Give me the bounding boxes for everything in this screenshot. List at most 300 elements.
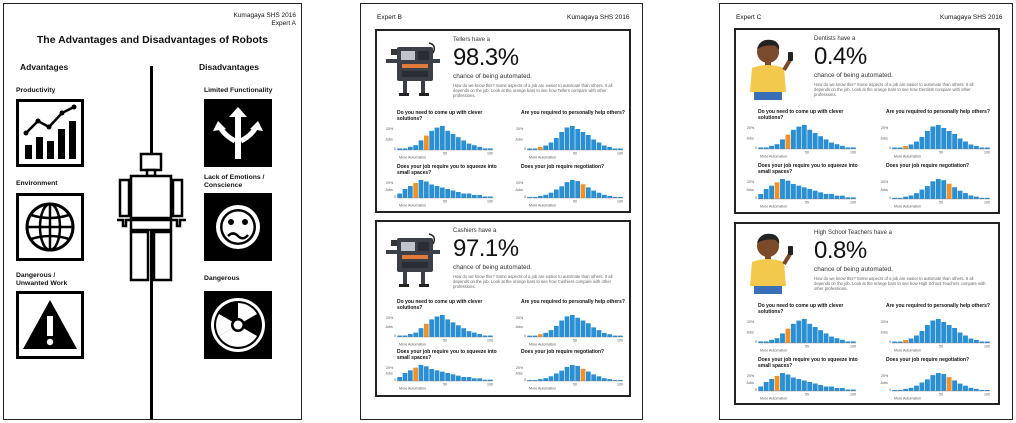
automation-percent: 97.1% bbox=[453, 235, 519, 262]
x-tick-label: 50 bbox=[805, 344, 809, 349]
histogram-squeeze bbox=[385, 364, 495, 391]
histogram-bar bbox=[979, 342, 984, 344]
histogram-bar bbox=[802, 125, 807, 149]
expert-label: Expert A bbox=[271, 20, 296, 27]
globe-icon bbox=[16, 193, 84, 261]
histogram-bar bbox=[802, 381, 807, 392]
x-tick-label: 100 bbox=[617, 151, 623, 156]
histogram-svg bbox=[880, 372, 992, 401]
x-tick-label: 50 bbox=[805, 150, 809, 155]
histogram-bar bbox=[952, 134, 957, 149]
histogram-svg bbox=[746, 318, 858, 353]
y-axis-title: Jobs bbox=[880, 136, 888, 141]
histogram-bar bbox=[807, 382, 812, 391]
histogram-bar bbox=[829, 194, 834, 199]
histogram-bar bbox=[538, 196, 543, 198]
x-tick-label: 100 bbox=[487, 382, 493, 387]
y-tick-label: 0 bbox=[394, 195, 396, 199]
histogram-bar bbox=[538, 379, 543, 381]
histogram-bar bbox=[543, 195, 548, 198]
histogram-bar bbox=[829, 387, 834, 392]
x-axis-caption: More Automation bbox=[529, 386, 557, 391]
histogram-bar bbox=[941, 180, 946, 199]
histogram-help bbox=[515, 125, 625, 160]
disadvantages-heading: Disadvantages bbox=[199, 62, 259, 72]
histogram-bar bbox=[963, 193, 968, 199]
histogram-bar bbox=[903, 197, 908, 199]
histogram-bar bbox=[802, 187, 807, 199]
histogram-svg bbox=[515, 125, 625, 160]
histogram-clever bbox=[385, 125, 495, 160]
histogram-bar bbox=[477, 334, 482, 337]
histogram-svg bbox=[880, 318, 992, 353]
y-tick-label: 20% bbox=[747, 374, 755, 378]
histogram-bar bbox=[769, 340, 774, 343]
histogram-bar bbox=[898, 148, 903, 150]
histogram-bar bbox=[764, 189, 769, 199]
y-axis-title: Jobs bbox=[746, 188, 754, 192]
histogram-bar bbox=[607, 147, 612, 150]
histogram-bar bbox=[818, 136, 823, 149]
histogram-bar bbox=[813, 133, 818, 149]
y-tick-label: 0 bbox=[755, 196, 757, 200]
histogram-bar bbox=[408, 147, 413, 150]
histogram-bar bbox=[920, 331, 925, 343]
automation-card-teachers bbox=[734, 222, 1000, 405]
x-tick-label: 50 bbox=[443, 151, 447, 156]
histogram-bar bbox=[570, 315, 575, 337]
histogram-bar bbox=[796, 186, 801, 199]
histogram-bar bbox=[424, 366, 429, 381]
x-axis-caption: More Automation bbox=[399, 155, 427, 160]
x-axis-caption: More Automation bbox=[529, 203, 557, 208]
y-tick-label: 0 bbox=[889, 340, 891, 344]
histogram-bar bbox=[591, 191, 596, 198]
question-help: Are you required to personally help others? bbox=[886, 109, 990, 115]
x-tick-label: 50 bbox=[939, 392, 943, 397]
y-tick-label: 20% bbox=[747, 320, 755, 324]
histogram-clever bbox=[746, 318, 858, 353]
histogram-bar bbox=[597, 143, 602, 151]
histogram-bar bbox=[467, 194, 472, 199]
histogram-bar bbox=[429, 131, 434, 150]
histogram-bar bbox=[851, 197, 856, 199]
histogram-bar bbox=[936, 319, 941, 343]
y-axis-title: Jobs bbox=[385, 187, 393, 192]
highlight-bar bbox=[581, 369, 586, 381]
highlight-bar bbox=[775, 182, 780, 199]
histogram-bar bbox=[824, 194, 829, 199]
histogram-bar bbox=[445, 319, 450, 337]
y-tick-label: 0 bbox=[394, 378, 396, 382]
histogram-bar bbox=[575, 366, 580, 381]
question-negotiation: Does your job require negotiation? bbox=[521, 164, 605, 170]
histogram-bar bbox=[791, 324, 796, 343]
histogram-bar bbox=[445, 131, 450, 150]
x-axis-caption: More Automation bbox=[760, 204, 788, 209]
question-squeeze: Does your job require you to squeeze into small spaces? bbox=[397, 349, 497, 361]
histogram-bar bbox=[467, 377, 472, 381]
histogram-bar bbox=[969, 339, 974, 344]
histogram-bar bbox=[565, 128, 570, 151]
histogram-bar bbox=[559, 321, 564, 338]
histogram-bar bbox=[613, 149, 618, 151]
histogram-bar bbox=[958, 333, 963, 344]
histogram-bar bbox=[467, 331, 472, 337]
y-axis-title: Jobs bbox=[515, 371, 523, 376]
histogram-bar bbox=[791, 378, 796, 392]
histogram-bar bbox=[775, 338, 780, 343]
histogram-bar bbox=[424, 182, 429, 199]
page-title: The Advantages and Disadvantages of Robots bbox=[36, 34, 269, 46]
question-squeeze: Does your job require you to squeeze into small spaces? bbox=[397, 164, 497, 176]
advantage-label-dangerous-work: Dangerous / Unwanted Work bbox=[16, 272, 68, 287]
histogram-bar bbox=[403, 336, 408, 337]
histogram-bar bbox=[527, 336, 532, 337]
histogram-bar bbox=[769, 146, 774, 149]
histogram-bar bbox=[429, 319, 434, 337]
automation-percent: 0.4% bbox=[814, 43, 867, 70]
histogram-bar bbox=[477, 378, 482, 381]
y-axis-title: Jobs bbox=[515, 187, 523, 192]
histogram-bar bbox=[451, 322, 456, 337]
highlight-bar bbox=[903, 340, 908, 343]
y-tick-label: 20% bbox=[516, 181, 524, 185]
histogram-svg bbox=[385, 179, 495, 208]
x-axis-caption: More Automation bbox=[760, 348, 788, 353]
histogram-bar bbox=[397, 336, 402, 337]
histogram-bar bbox=[791, 184, 796, 199]
chance-text: chance of being automated. bbox=[453, 73, 532, 80]
histogram-negotiation bbox=[880, 178, 992, 209]
radiation-icon bbox=[204, 291, 272, 359]
histogram-bar bbox=[570, 365, 575, 381]
highlight-bar bbox=[775, 376, 780, 391]
histogram-bar bbox=[947, 131, 952, 149]
school-name: Kumagaya SHS 2016 bbox=[940, 14, 1003, 21]
histogram-bar bbox=[435, 186, 440, 198]
histogram-bar bbox=[791, 130, 796, 149]
y-tick-label: 0 bbox=[524, 378, 526, 382]
automation-percent: 0.8% bbox=[814, 237, 867, 264]
histogram-bar bbox=[602, 333, 607, 337]
highlight-bar bbox=[538, 147, 543, 150]
school-header bbox=[226, 12, 296, 28]
histogram-bar bbox=[936, 373, 941, 391]
x-axis-caption: More Automation bbox=[529, 342, 557, 347]
y-axis-title: Jobs bbox=[746, 330, 754, 335]
y-tick-label: 20% bbox=[386, 127, 394, 131]
automation-card-tellers bbox=[375, 29, 631, 213]
histogram-bar bbox=[543, 146, 548, 151]
histogram-bar bbox=[835, 338, 840, 343]
histogram-bar bbox=[925, 379, 930, 391]
histogram-bar bbox=[903, 389, 908, 391]
histogram-bar bbox=[440, 372, 445, 381]
histogram-bar bbox=[936, 179, 941, 199]
histogram-bar bbox=[483, 380, 488, 381]
histogram-svg bbox=[746, 124, 858, 159]
histogram-bar bbox=[824, 139, 829, 149]
histogram-bar bbox=[602, 146, 607, 151]
x-axis-caption: More Automation bbox=[894, 396, 922, 401]
y-tick-label: 20% bbox=[881, 180, 889, 184]
disadvantage-label-emotions: Lack of Emotions / Conscience bbox=[204, 174, 265, 189]
fork-arrows-icon bbox=[204, 99, 272, 167]
histogram-bar bbox=[575, 181, 580, 198]
x-tick-label: 100 bbox=[617, 382, 623, 387]
highlight-bar bbox=[947, 377, 952, 391]
histogram-svg bbox=[515, 364, 625, 391]
advantage-label-environment: Environment bbox=[16, 180, 58, 187]
histogram-bar bbox=[796, 379, 801, 391]
histogram-bar bbox=[979, 148, 984, 150]
histogram-bar bbox=[488, 336, 493, 337]
histogram-bar bbox=[581, 321, 586, 338]
histogram-bar bbox=[477, 195, 482, 198]
histogram-bar bbox=[892, 148, 897, 150]
y-tick-label: 0 bbox=[889, 196, 891, 200]
y-axis-title: Jobs bbox=[746, 136, 754, 141]
histogram-bar bbox=[413, 333, 418, 337]
highlight-bar bbox=[903, 146, 908, 149]
job-intro: Tellers have a bbox=[453, 37, 491, 43]
histogram-negotiation bbox=[515, 364, 625, 391]
histogram-bar bbox=[602, 378, 607, 381]
histogram-bar bbox=[963, 386, 968, 391]
histogram-bar bbox=[413, 145, 418, 150]
histogram-bar bbox=[554, 326, 559, 337]
y-tick-label: 0 bbox=[889, 146, 891, 150]
histogram-help bbox=[880, 124, 992, 159]
histogram-bar bbox=[769, 379, 774, 391]
question-squeeze: Does your job require you to squeeze into small spaces? bbox=[758, 357, 858, 369]
histogram-bar bbox=[488, 148, 493, 150]
confused-face-icon bbox=[204, 193, 272, 261]
histogram-bar bbox=[840, 146, 845, 149]
histogram-bar bbox=[445, 189, 450, 198]
histogram-bar bbox=[963, 142, 968, 150]
y-tick-label: 20% bbox=[386, 181, 394, 185]
histogram-bar bbox=[488, 197, 493, 199]
histogram-bar bbox=[575, 318, 580, 337]
histogram-bar bbox=[835, 196, 840, 199]
histogram-bar bbox=[845, 341, 850, 343]
histogram-bar bbox=[835, 144, 840, 149]
y-tick-label: 0 bbox=[524, 147, 526, 151]
histogram-bar bbox=[440, 315, 445, 337]
x-tick-label: 100 bbox=[487, 338, 493, 343]
histogram-bar bbox=[403, 373, 408, 381]
histogram-bar bbox=[408, 186, 413, 198]
histogram-bar bbox=[947, 325, 952, 343]
advantage-label-productivity: Productivity bbox=[16, 87, 56, 94]
histogram-bar bbox=[607, 379, 612, 381]
description-text: How do we know this? Some aspects of a job are easier to automate than others. It all depends on the job. Look at the orange bars to see how Tellers compare with other professions. bbox=[453, 83, 613, 98]
histogram-bar bbox=[851, 341, 856, 343]
histogram-negotiation bbox=[515, 179, 625, 208]
x-tick-label: 100 bbox=[850, 392, 856, 397]
x-axis-caption: More Automation bbox=[760, 396, 788, 401]
x-tick-label: 100 bbox=[984, 344, 990, 349]
x-tick-label: 50 bbox=[805, 392, 809, 397]
histogram-bar bbox=[909, 339, 914, 344]
x-tick-label: 100 bbox=[850, 150, 856, 155]
automation-card-cashiers bbox=[375, 220, 631, 397]
y-tick-label: 0 bbox=[394, 147, 396, 151]
y-tick-label: 20% bbox=[516, 316, 524, 320]
bar-chart-growth-icon bbox=[16, 99, 84, 167]
y-tick-label: 20% bbox=[881, 126, 889, 130]
histogram-bar bbox=[796, 321, 801, 343]
person-with-phone-icon bbox=[744, 36, 802, 102]
x-axis-caption: More Automation bbox=[894, 348, 922, 353]
histogram-bar bbox=[543, 333, 548, 337]
histogram-bar bbox=[618, 149, 623, 151]
histogram-bar bbox=[807, 189, 812, 199]
histogram-bar bbox=[403, 189, 408, 198]
histogram-help bbox=[515, 314, 625, 347]
histogram-bar bbox=[554, 190, 559, 198]
histogram-bar bbox=[930, 181, 935, 199]
histogram-bar bbox=[591, 327, 596, 337]
histogram-bar bbox=[758, 147, 763, 149]
warning-icon bbox=[16, 291, 84, 359]
histogram-bar bbox=[397, 377, 402, 381]
sheet-expert-b bbox=[360, 3, 643, 420]
automation-percent: 98.3% bbox=[453, 44, 519, 71]
chance-text: chance of being automated. bbox=[453, 264, 532, 271]
histogram-bar bbox=[565, 367, 570, 381]
y-tick-label: 0 bbox=[755, 388, 757, 392]
histogram-bar bbox=[758, 194, 763, 199]
x-tick-label: 50 bbox=[443, 199, 447, 204]
histogram-bar bbox=[840, 388, 845, 391]
histogram-bar bbox=[435, 370, 440, 381]
histogram-bar bbox=[419, 140, 424, 150]
histogram-bar bbox=[477, 147, 482, 150]
sheet-expert-c bbox=[719, 3, 1013, 420]
y-tick-label: 20% bbox=[386, 316, 394, 320]
x-axis-caption: More Automation bbox=[894, 204, 922, 209]
histogram-bar bbox=[930, 375, 935, 391]
histogram-bar bbox=[607, 196, 612, 198]
histogram-bar bbox=[925, 186, 930, 199]
highlight-bar bbox=[538, 334, 543, 337]
question-clever: Do you need to come up with clever solutions? bbox=[397, 110, 483, 122]
x-tick-label: 50 bbox=[443, 338, 447, 343]
question-help: Are you required to personally help others? bbox=[521, 299, 625, 305]
question-negotiation: Does your job require negotiation? bbox=[886, 357, 970, 363]
histogram-bar bbox=[461, 377, 466, 381]
histogram-bar bbox=[930, 127, 935, 150]
histogram-bar bbox=[559, 371, 564, 381]
histogram-bar bbox=[581, 132, 586, 150]
histogram-bar bbox=[570, 126, 575, 150]
histogram-bar bbox=[835, 388, 840, 391]
x-tick-label: 100 bbox=[617, 199, 623, 204]
histogram-bar bbox=[488, 380, 493, 381]
histogram-bar bbox=[456, 325, 461, 337]
advantages-heading: Advantages bbox=[20, 62, 69, 72]
histogram-bar bbox=[456, 376, 461, 381]
x-tick-label: 100 bbox=[984, 200, 990, 205]
highlight-bar bbox=[786, 329, 791, 343]
job-intro: High School Teachers have a bbox=[814, 230, 892, 236]
histogram-bar bbox=[851, 390, 856, 392]
histogram-bar bbox=[963, 336, 968, 344]
disadvantage-label-limited: Limited Functionality bbox=[204, 87, 273, 94]
description-text: How do we know this? Some aspects of a job are easier to automate than others. It all depends on the job. Look at the orange bars to see how High School Teachers compare with other professions. bbox=[814, 276, 986, 291]
histogram-bar bbox=[435, 316, 440, 337]
question-squeeze: Does your job require you to squeeze into small spaces? bbox=[758, 163, 858, 175]
histogram-bar bbox=[802, 319, 807, 343]
question-clever: Do you need to come up with clever solutions? bbox=[758, 303, 844, 315]
histogram-bar bbox=[461, 140, 466, 150]
x-tick-label: 100 bbox=[984, 150, 990, 155]
description-text: How do we know this? Some aspects of a job are easier to automate than others. It all depends on the job. Look at the orange bars to see how Dentists compare with other professions. bbox=[814, 82, 974, 97]
histogram-bar bbox=[840, 340, 845, 343]
question-clever: Do you need to come up with clever solutions? bbox=[397, 299, 483, 311]
x-tick-label: 50 bbox=[939, 150, 943, 155]
histogram-bar bbox=[764, 341, 769, 343]
histogram-bar bbox=[472, 333, 477, 337]
histogram-svg bbox=[880, 124, 992, 159]
histogram-bar bbox=[554, 138, 559, 150]
histogram-clever bbox=[385, 314, 495, 347]
histogram-bar bbox=[829, 337, 834, 343]
histogram-bar bbox=[909, 145, 914, 150]
histogram-bar bbox=[618, 336, 623, 337]
histogram-bar bbox=[786, 181, 791, 199]
y-tick-label: 20% bbox=[747, 126, 755, 130]
highlight-bar bbox=[424, 136, 429, 150]
histogram-bar bbox=[818, 192, 823, 199]
histogram-squeeze bbox=[746, 178, 858, 209]
histogram-bar bbox=[533, 336, 538, 337]
histogram-bar bbox=[818, 330, 823, 343]
histogram-svg bbox=[385, 364, 495, 391]
histogram-bar bbox=[456, 137, 461, 150]
histogram-bar bbox=[969, 388, 974, 391]
histogram-bar bbox=[445, 373, 450, 381]
histogram-bar bbox=[974, 197, 979, 199]
highlight-bar bbox=[581, 184, 586, 198]
histogram-bar bbox=[985, 342, 990, 344]
histogram-bar bbox=[914, 386, 919, 391]
histogram-bar bbox=[591, 374, 596, 381]
histogram-bar bbox=[435, 128, 440, 150]
person-with-phone-icon bbox=[744, 230, 802, 296]
robot-character-icon bbox=[383, 39, 443, 97]
histogram-bar bbox=[909, 388, 914, 391]
y-tick-label: 20% bbox=[516, 127, 524, 131]
x-axis-caption: More Automation bbox=[399, 342, 427, 347]
disadvantage-label-dangerous: Dangerous bbox=[204, 275, 240, 282]
y-tick-label: 0 bbox=[755, 340, 757, 344]
histogram-bar bbox=[818, 385, 823, 391]
description-text: How do we know this? Some aspects of a job are easier to automate than others. It all depends on the job. Look at the orange bars to see how Cashiers compare with other professions. bbox=[453, 274, 613, 289]
histogram-bar bbox=[397, 148, 402, 150]
histogram-bar bbox=[952, 187, 957, 199]
school-name: Kumagaya SHS 2016 bbox=[567, 14, 630, 21]
histogram-bar bbox=[925, 131, 930, 149]
histogram-bar bbox=[559, 132, 564, 150]
y-axis-title: Jobs bbox=[880, 330, 888, 335]
histogram-bar bbox=[974, 146, 979, 149]
x-tick-label: 50 bbox=[573, 199, 577, 204]
histogram-bar bbox=[941, 322, 946, 343]
